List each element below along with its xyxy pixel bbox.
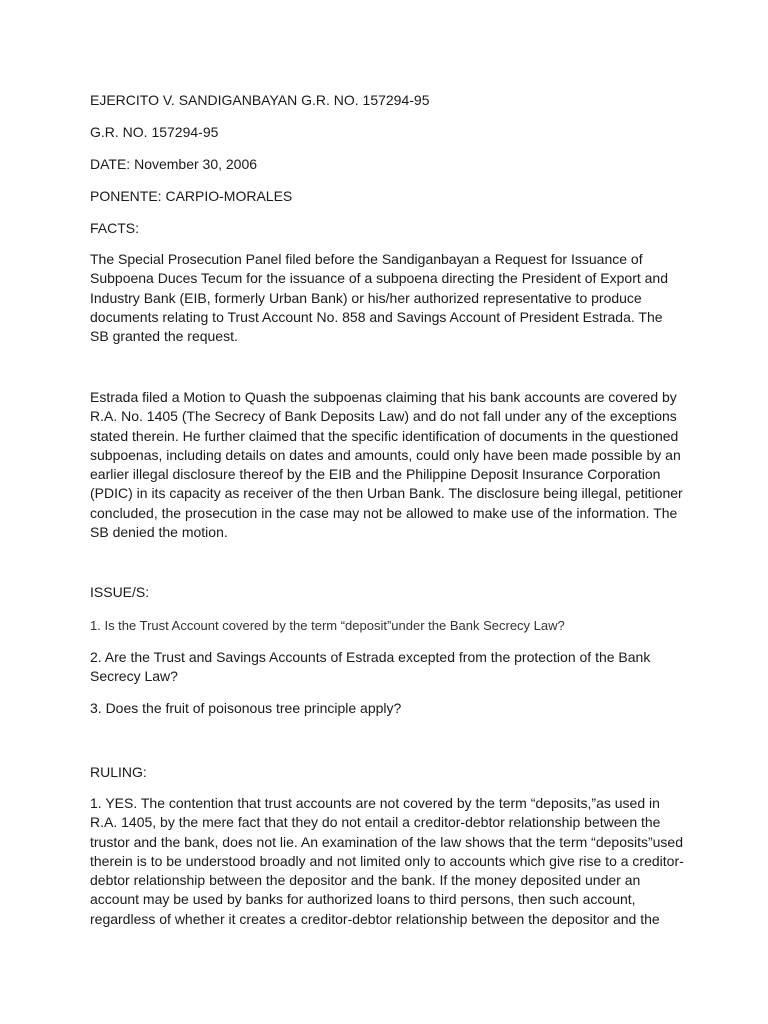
text-line: documents relating to Trust Account No. 858 and Savings Account of President Estrada. The xyxy=(90,308,663,325)
issues-heading: ISSUE/S: xyxy=(90,584,150,600)
text-line: therein is to be understood broadly and not limited only to accounts which give rise to a creditor- xyxy=(90,852,684,869)
decision-date: DATE: November 30, 2006 xyxy=(90,156,258,172)
text-line: SB granted the request. xyxy=(90,328,238,345)
text-line: Industry Bank (EIB, formerly Urban Bank) or his/her authorized representative to produce xyxy=(90,289,642,306)
facts-paragraph-1 xyxy=(90,250,690,346)
facts-heading: FACTS: xyxy=(90,220,140,236)
text-line: Estrada filed a Motion to Quash the subpoenas claiming that his bank accounts are covered by xyxy=(90,389,677,405)
text-line: (PDIC) in its capacity as receiver of the then Urban Bank. The disclosure being illegal, petitioner xyxy=(90,485,683,502)
text-line: R.A. 1405, by the mere fact that they do not entail a creditor-debtor relationship between the xyxy=(90,814,661,831)
text-line: Secrecy Law? xyxy=(90,668,178,685)
ruling-paragraph-1 xyxy=(90,794,690,929)
text-line: R.A. No. 1405 (The Secrecy of Bank Deposits Law) and do not fall under any of the exceptions xyxy=(90,408,677,425)
text-line: regardless of whether it creates a creditor-debtor relationship between the depositor and the xyxy=(90,910,660,927)
text-line: SB denied the motion. xyxy=(90,524,228,541)
text-line: 1. YES. The contention that trust accounts are not covered by the term “deposits,”as used in xyxy=(90,795,660,811)
text-line: debtor relationship between the depositor and the bank. If the money deposited under an xyxy=(90,872,641,889)
facts-paragraph-2 xyxy=(90,388,690,542)
text-line: subpoenas, including details on dates and amounts, could only have been made possible by an xyxy=(90,446,681,463)
gr-number: G.R. NO. 157294-95 xyxy=(90,124,219,140)
text-line: concluded, the prosecution in the case may not be allowed to make use of the information. The xyxy=(90,504,678,521)
ruling-heading: RULING: xyxy=(90,764,147,780)
issue-2 xyxy=(90,648,690,687)
issue-3: 3. Does the fruit of poisonous tree principle apply? xyxy=(90,700,402,716)
text-line: Subpoena Duces Tecum for the issuance of a subpoena directing the President of Export and xyxy=(90,270,668,287)
text-line: stated therein. He further claimed that the specific identification of documents in the questioned xyxy=(90,427,679,444)
issue-1: 1. Is the Trust Account covered by the term “deposit”under the Bank Secrecy Law? xyxy=(90,618,565,633)
ponente: PONENTE: CARPIO-MORALES xyxy=(90,188,293,204)
text-line: The Special Prosecution Panel filed before the Sandiganbayan a Request for Issuance of xyxy=(90,251,643,267)
text-line: account may be used by banks for authorized loans to third persons, then such account, xyxy=(90,891,636,908)
text-line: trustor and the bank, does not lie. An examination of the law shows that the term “deposits”used xyxy=(90,833,684,850)
text-line: 2. Are the Trust and Savings Accounts of Estrada excepted from the protection of the Bank xyxy=(90,649,651,665)
case-title: EJERCITO V. SANDIGANBAYAN G.R. NO. 157294-95 xyxy=(90,92,430,108)
text-line: earlier illegal disclosure thereof by the EIB and the Philippine Deposit Insurance Corporation xyxy=(90,466,661,483)
